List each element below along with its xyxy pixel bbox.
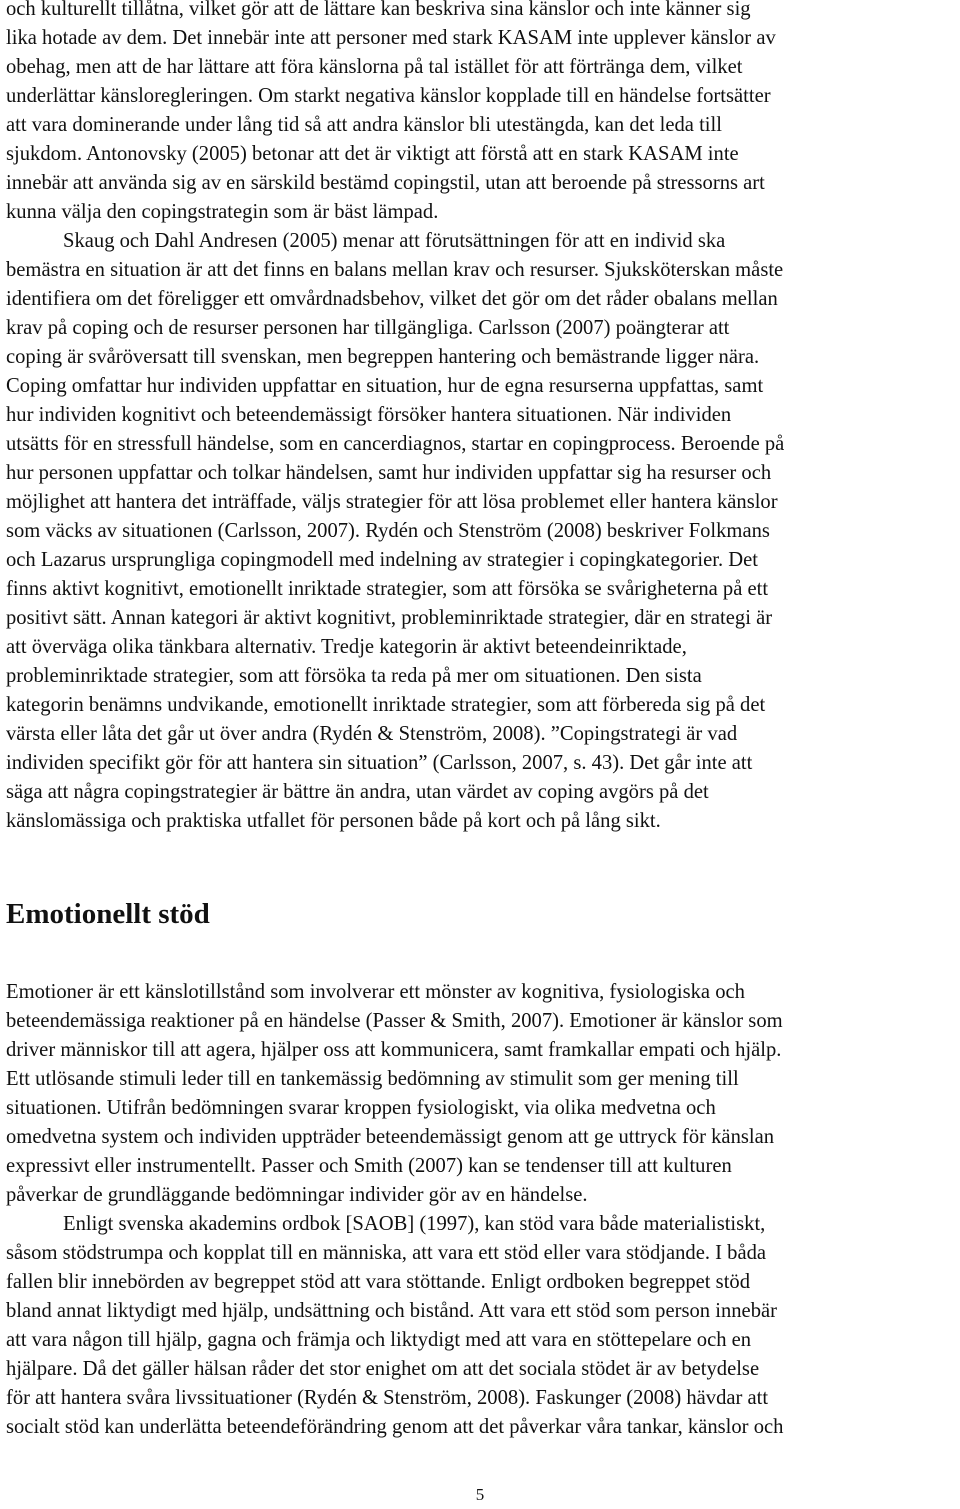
text-line: beteendemässiga reaktioner på en händelse (Passer & Smith, 2007). Emotioner är känslor som xyxy=(6,1010,783,1032)
text-line: sjukdom. Antonovsky (2005) betonar att det är viktigt att förstå att en stark KASAM inte xyxy=(6,143,739,165)
text-line: Emotioner är ett känslotillstånd som involverar ett mönster av kognitiva, fysiologiska och xyxy=(6,981,745,1003)
text-line: driver människor till att agera, hjälper oss att kommunicera, samt framkallar empati och hjälp. xyxy=(6,1039,782,1061)
text-line: utsätts för en stressfull händelse, som en cancerdiagnos, startar en copingprocess. Beroende på xyxy=(6,433,785,455)
text-line: känslomässiga och praktiska utfallet för personen både på kort och på lång sikt. xyxy=(6,810,661,832)
text-line: situationen. Utifrån bedömningen svarar kroppen fysiologiskt, via olika medvetna och xyxy=(6,1097,716,1119)
section-heading: Emotionellt stöd xyxy=(6,898,210,930)
text-line: finns aktivt kognitivt, emotionellt inriktade strategier, som att försöka se svårigheterna på ett xyxy=(6,578,769,600)
text-line: och kulturellt tillåtna, vilket gör att de lättare kan beskriva sina känslor och inte känner sig xyxy=(6,0,751,20)
text-line: socialt stöd kan underlätta beteendeförändring genom att det påverkar våra tankar, känslor och xyxy=(6,1416,784,1438)
text-line: probleminriktade strategier, som att försöka ta reda på mer om situationen. Den sista xyxy=(6,665,702,687)
text-line: obehag, men att de har lättare att föra känslorna på tal istället för att förtränga dem, vilket xyxy=(6,56,743,78)
text-line: att vara dominerande under lång tid så att andra känslor bli utestängda, kan det leda till xyxy=(6,114,722,136)
text-line: påverkar de grundläggande bedömningar individer gör av en händelse. xyxy=(6,1184,588,1206)
text-line: hur individen kognitivt och beteendemässigt försöker hantera situationen. När individen xyxy=(6,404,732,426)
text-line: underlättar känsloregleringen. Om starkt negativa känslor kopplade till en händelse fortsätter xyxy=(6,85,771,107)
text-line: kategorin benämns undvikande, emotionellt inriktade strategier, som att förbereda sig på det xyxy=(6,694,766,716)
text-line: krav på coping och de resurser personen har tillgängliga. Carlsson (2007) poängterar att xyxy=(6,317,730,339)
text-line: expressivt eller instrumentellt. Passer och Smith (2007) kan se tendenser till att kulturen xyxy=(6,1155,732,1177)
text-line: coping är svåröversatt till svenskan, men begreppen hantering och bemästrande ligger nära. xyxy=(6,346,760,368)
text-line: bland annat liktydigt med hjälp, undsättning och bistånd. Att vara ett stöd som person innebär xyxy=(6,1300,777,1322)
text-line: värsta eller låta det går ut över andra (Rydén & Stenström, 2008). ”Copingstrategi är vad xyxy=(6,723,738,745)
text-line: för att hantera svåra livssituationer (Rydén & Stenström, 2008). Faskunger (2008) hävdar att xyxy=(6,1387,769,1409)
text-line: Coping omfattar hur individen uppfattar en situation, hur de egna resurserna uppfattas, samt xyxy=(6,375,764,397)
text-line: identifiera om det föreligger ett omvårdnadsbehov, vilket det gör om det råder obalans mellan xyxy=(6,288,778,310)
text-line: hur personen uppfattar och tolkar händelsen, samt hur individen uppfattar sig ha resurser och xyxy=(6,462,772,484)
text-line: lika hotade av dem. Det innebär inte att personer med stark KASAM inte upplever känslor av xyxy=(6,27,776,49)
paragraph-start-line: Skaug och Dahl Andresen (2005) menar att förutsättningen för att en individ ska xyxy=(63,230,726,252)
text-line: hjälpare. Då det gäller hälsan råder det stor enighet om att det sociala stödet är av betydelse xyxy=(6,1358,760,1380)
text-line: positivt sätt. Annan kategori är aktivt kognitivt, probleminriktade strategier, där en strategi är xyxy=(6,607,773,629)
text-line: såsom stödstrumpa och kopplat till en människa, att vara ett stöd eller vara stödjande. I båda xyxy=(6,1242,767,1264)
text-line: att överväga olika tänkbara alternativ. Tredje kategorin är aktivt beteendeinriktade, xyxy=(6,636,687,658)
body-text-section-coping xyxy=(6,0,956,836)
text-line: möjlighet att hantera det inträffade, väljs strategier för att lösa problemet eller hantera känslor xyxy=(6,491,778,513)
page-number: 5 xyxy=(475,1485,485,1504)
text-line: bemästra en situation är att det finns en balans mellan krav och resurser. Sjuksköterskan måste xyxy=(6,259,784,281)
text-line: som väcks av situationen (Carlsson, 2007). Rydén och Stenström (2008) beskriver Folkmans xyxy=(6,520,770,542)
text-line: innebär att använda sig av en särskild bestämd copingstil, utan att beroende på stressorns art xyxy=(6,172,765,194)
text-line: och Lazarus ursprungliga copingmodell med indelning av strategier i copingkategorier. Det xyxy=(6,549,759,571)
text-line: Ett utlösande stimuli leder till en tankemässig bedömning av stimulit som ger mening till xyxy=(6,1068,739,1090)
text-line: kunna välja den copingstrategin som är bäst lämpad. xyxy=(6,201,439,223)
text-line: individen specifikt gör för att hantera sin situation” (Carlsson, 2007, s. 43). Det går inte att xyxy=(6,752,753,774)
text-line: fallen blir innebörden av begreppet stöd att vara stöttande. Enligt ordboken begreppet stöd xyxy=(6,1271,751,1293)
text-line: omedvetna system och individen uppträder beteendemässigt genom att ge uttryck för känslan xyxy=(6,1126,775,1148)
paragraph-start-line: Enligt svenska akademins ordbok [SAOB] (1997), kan stöd vara både materialistiskt, xyxy=(63,1213,766,1235)
text-line: säga att några copingstrategier är bättre än andra, utan värdet av coping avgörs på det xyxy=(6,781,709,803)
body-text-section-emotional-support xyxy=(6,978,956,1442)
text-line: att vara någon till hjälp, gagna och främja och liktydigt med att vara en stöttepelare och en xyxy=(6,1329,752,1351)
